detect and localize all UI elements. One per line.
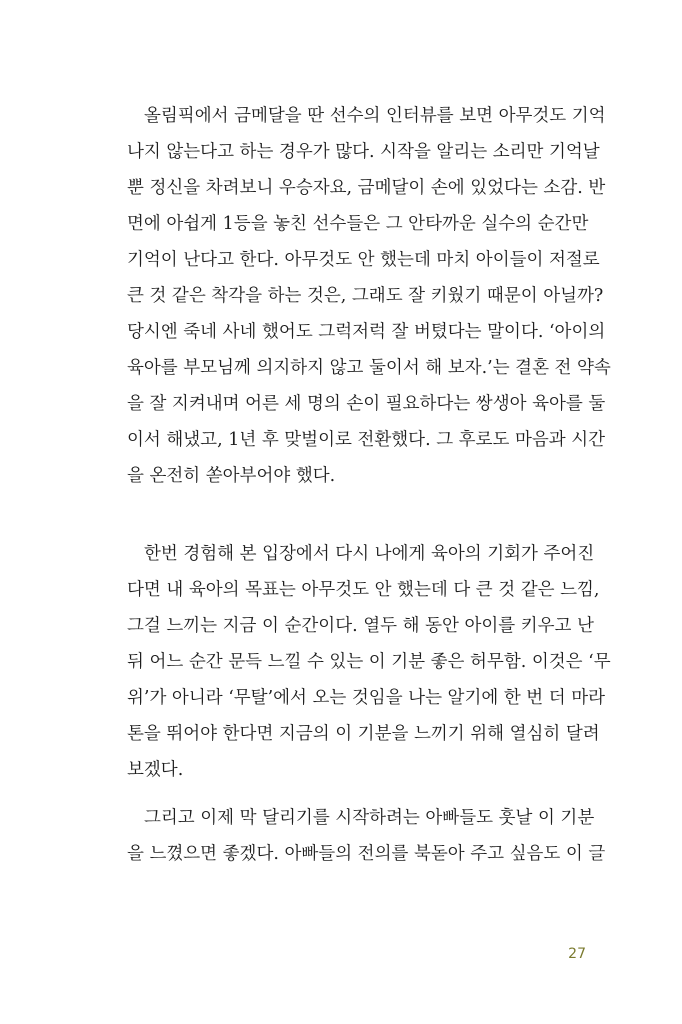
paragraph-line: 위’가 아니라 ‘무탈’에서 오는 것임을 나는 알기에 한 번 더 마라 xyxy=(127,688,606,708)
paragraph-line: 한번 경험해 본 입장에서 다시 나에게 육아의 기회가 주어진 xyxy=(144,544,595,564)
paragraph-line: 육아를 부모님께 의지하지 않고 둘이서 해 보자.’는 결혼 전 약속 xyxy=(127,358,611,378)
paragraph-2 xyxy=(127,536,611,788)
page-number: 27 xyxy=(568,946,586,962)
paragraph-3 xyxy=(127,800,606,872)
paragraph-line: 면에 아쉽게 1등을 놓친 선수들은 그 안타까운 실수의 순간만 xyxy=(127,214,589,234)
paragraph-line: 큰 것 같은 착각을 하는 것은, 그래도 잘 키웠기 때문이 아닐까? xyxy=(127,286,604,306)
paragraph-line: 이서 해냈고, 1년 후 맞벌이로 전환했다. 그 후로도 마음과 시간 xyxy=(127,430,606,450)
paragraph-line: 기억이 난다고 한다. 아무것도 안 했는데 마치 아이들이 저절로 xyxy=(127,250,600,270)
paragraph-line: 그걸 느끼는 지금 이 순간이다. 열두 해 동안 아이를 키우고 난 xyxy=(127,616,594,636)
paragraph-line: 뒤 어느 순간 문득 느낄 수 있는 이 기분 좋은 허무함. 이것은 ‘무 xyxy=(127,652,611,672)
paragraph-line: 뿐 정신을 차려보니 우승자요, 금메달이 손에 있었다는 소감. 반 xyxy=(127,178,606,198)
paragraph-line: 그리고 이제 막 달리기를 시작하려는 아빠들도 훗날 이 기분 xyxy=(144,808,595,828)
paragraph-line: 을 온전히 쏟아부어야 했다. xyxy=(127,466,336,486)
paragraph-line: 톤을 뛰어야 한다면 지금의 이 기분을 느끼기 위해 열심히 달려 xyxy=(127,724,600,744)
paragraph-line: 을 느꼈으면 좋겠다. 아빠들의 전의를 북돋아 주고 싶음도 이 글 xyxy=(127,844,606,864)
paragraph-line: 보겠다. xyxy=(127,760,184,780)
paragraph-line: 나지 않는다고 하는 경우가 많다. 시작을 알리는 소리만 기억날 xyxy=(127,142,600,162)
paragraph-line: 다면 내 육아의 목표는 아무것도 안 했는데 다 큰 것 같은 느낌, xyxy=(127,580,600,600)
paragraph-line: 올림픽에서 금메달을 딴 선수의 인터뷰를 보면 아무것도 기억 xyxy=(144,106,606,126)
paragraph-line: 을 잘 지켜내며 어른 세 명의 손이 필요하다는 쌍생아 육아를 둘 xyxy=(127,394,606,414)
paragraph-1 xyxy=(127,98,611,494)
paragraph-line: 당시엔 죽네 사네 했어도 그럭저럭 잘 버텼다는 말이다. ‘아이의 xyxy=(127,322,606,342)
